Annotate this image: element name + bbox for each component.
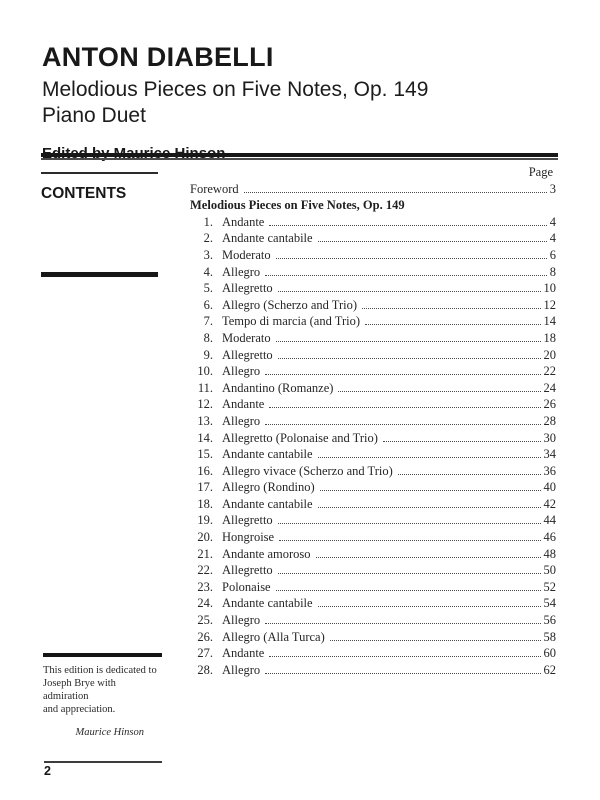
- toc-entry-row: [190, 430, 556, 447]
- dot-leader: [279, 540, 540, 541]
- toc-entry-row: [190, 645, 556, 662]
- entry-page: 28: [543, 413, 556, 428]
- page-column-label: Page: [528, 165, 553, 179]
- entry-number: 15.: [197, 447, 213, 462]
- entry-title: Andante amoroso: [222, 546, 311, 561]
- entry-page: 34: [543, 447, 556, 462]
- toc-entry-row: [190, 247, 556, 264]
- entry-title: Andante: [222, 646, 265, 661]
- toc-entry-row: [190, 662, 556, 679]
- entry-page: 10: [543, 281, 556, 296]
- contents-heading: CONTENTS: [41, 185, 127, 202]
- header-rule: [41, 153, 558, 160]
- entry-number: 11.: [197, 380, 213, 395]
- entry-title: Andante: [222, 397, 265, 412]
- toc-entry-row: [190, 264, 556, 281]
- dot-leader: [278, 358, 541, 359]
- dedication-line: Joseph Brye with admiration: [43, 678, 116, 702]
- dot-leader: [265, 275, 547, 276]
- entry-number: 28.: [197, 662, 213, 677]
- entry-number: 26.: [197, 629, 213, 644]
- entry-title: Moderato: [222, 247, 271, 262]
- entry-number: 4.: [203, 264, 213, 279]
- dot-leader: [318, 606, 541, 607]
- dot-leader: [318, 507, 541, 508]
- entry-number: 7.: [203, 314, 213, 329]
- toc-entry-row: [190, 297, 556, 314]
- entry-number: 9.: [203, 347, 213, 362]
- dot-leader: [276, 590, 541, 591]
- entry-title: Allegro: [222, 364, 261, 379]
- entry-number: 6.: [203, 297, 213, 312]
- toc-entry-row: [190, 347, 556, 364]
- dedication-rule: [43, 653, 162, 657]
- toc-entry-row: [190, 595, 556, 612]
- entry-page: 62: [543, 662, 556, 677]
- entry-page: 4: [549, 231, 556, 246]
- entry-number: 22.: [197, 563, 213, 578]
- entry-title: Moderato: [222, 330, 271, 345]
- dot-leader: [330, 640, 541, 641]
- toc-section-heading: Melodious Pieces on Five Notes, Op. 149: [190, 198, 405, 213]
- dot-leader: [276, 258, 547, 259]
- page-number: 2: [44, 764, 51, 778]
- entry-number: 25.: [197, 613, 213, 628]
- entry-page: 4: [549, 214, 556, 229]
- table-of-contents: [190, 164, 556, 678]
- header-rule-thick: [41, 153, 558, 157]
- entry-page: 18: [543, 330, 556, 345]
- toc-entry-row: [190, 496, 556, 513]
- entry-number: 27.: [197, 646, 213, 661]
- dot-leader: [278, 523, 541, 524]
- entry-page: 48: [543, 546, 556, 561]
- toc-entry-row: [190, 612, 556, 629]
- entry-title: Allegro: [222, 264, 261, 279]
- entry-number: 5.: [203, 281, 213, 296]
- contents-top-rule: [41, 172, 158, 174]
- toc-entry-row: [190, 330, 556, 347]
- entry-title: Allegretto (Polonaise and Trio): [222, 430, 378, 445]
- toc-entry-row: [190, 579, 556, 596]
- entry-title: Allegretto: [222, 347, 273, 362]
- toc-entry-row: [190, 380, 556, 397]
- dot-leader: [269, 407, 540, 408]
- entry-page: 44: [543, 513, 556, 528]
- entry-page: 22: [543, 364, 556, 379]
- entry-number: 10.: [197, 364, 213, 379]
- entry-title: Andante cantabile: [222, 447, 313, 462]
- entry-title: Allegro: [222, 662, 261, 677]
- dot-leader: [278, 573, 541, 574]
- entry-title: Allegretto: [222, 281, 273, 296]
- dot-leader: [244, 192, 547, 193]
- entry-title: Andantino (Romanze): [222, 380, 334, 395]
- entry-page: 56: [543, 613, 556, 628]
- contents-bottom-rule: [41, 272, 158, 277]
- work-subtitle: Piano Duet: [42, 103, 146, 127]
- entry-number: 16.: [197, 463, 213, 478]
- entry-page: 3: [549, 181, 556, 196]
- dedication-note: [43, 653, 162, 739]
- author-name: ANTON DIABELLI: [42, 42, 274, 72]
- dot-leader: [320, 490, 541, 491]
- entry-title: Tempo di marcia (and Trio): [222, 314, 360, 329]
- entry-number: 24.: [197, 596, 213, 611]
- entry-title: Allegro (Scherzo and Trio): [222, 297, 358, 312]
- entry-title: Andante cantabile: [222, 231, 313, 246]
- title-block: [42, 42, 428, 163]
- entry-title: Polonaise: [222, 579, 271, 594]
- dot-leader: [278, 291, 541, 292]
- dot-leader: [318, 241, 547, 242]
- dot-leader: [362, 308, 540, 309]
- entry-title: Allegro (Rondino): [222, 480, 315, 495]
- entry-page: 58: [543, 629, 556, 644]
- toc-entry-row: [190, 529, 556, 546]
- dot-leader: [398, 474, 541, 475]
- entry-number: 18.: [197, 496, 213, 511]
- entry-title: Allegro: [222, 613, 261, 628]
- entry-title: Andante cantabile: [222, 496, 313, 511]
- entry-title: Andante cantabile: [222, 596, 313, 611]
- toc-entry-row: [190, 413, 556, 430]
- toc-entry-row: [190, 363, 556, 380]
- entry-page: 60: [543, 646, 556, 661]
- dot-leader: [269, 225, 546, 226]
- toc-entry-row: [190, 396, 556, 413]
- entry-page: 8: [549, 264, 556, 279]
- dot-leader: [265, 374, 540, 375]
- dot-leader: [383, 441, 541, 442]
- entry-page: 46: [543, 530, 556, 545]
- dedication-signature: Maurice Hinson: [75, 727, 144, 738]
- entry-number: 1.: [203, 214, 213, 229]
- entry-title: Allegretto: [222, 513, 273, 528]
- dot-leader: [338, 391, 540, 392]
- entry-page: 30: [543, 430, 556, 445]
- toc-entry-row: [190, 629, 556, 646]
- entry-title: Andante: [222, 214, 265, 229]
- dedication-line: This edition is dedicated to: [43, 665, 157, 676]
- dot-leader: [265, 424, 540, 425]
- entry-title: Allegro: [222, 413, 261, 428]
- entry-number: 21.: [197, 546, 213, 561]
- dedication-line: and appreciation.: [43, 704, 116, 715]
- dot-leader: [365, 324, 541, 325]
- entry-page: 26: [543, 397, 556, 412]
- entry-number: 14.: [197, 430, 213, 445]
- header-rule-thin: [41, 158, 558, 160]
- work-title: Melodious Pieces on Five Notes, Op. 149: [42, 78, 429, 102]
- dot-leader: [276, 341, 541, 342]
- entry-number: 23.: [197, 579, 213, 594]
- entry-page: 36: [543, 463, 556, 478]
- entry-page: 14: [543, 314, 556, 329]
- dot-leader: [316, 557, 541, 558]
- entry-number: 8.: [203, 330, 213, 345]
- entry-page: 52: [543, 579, 556, 594]
- toc-entry-row: [190, 562, 556, 579]
- entry-title: Allegro (Alla Turca): [222, 629, 325, 644]
- entry-page: 6: [549, 247, 556, 262]
- toc-entry-row: [190, 313, 556, 330]
- dot-leader: [269, 656, 540, 657]
- toc-entry-row: [190, 479, 556, 496]
- entry-title: Foreword: [190, 181, 239, 196]
- entry-title: Allegro vivace (Scherzo and Trio): [222, 463, 393, 478]
- toc-entry-row: [190, 214, 556, 231]
- entry-page: 42: [543, 496, 556, 511]
- toc-foreword-row: [190, 181, 556, 198]
- toc-entry-row: [190, 463, 556, 480]
- entry-page: 20: [543, 347, 556, 362]
- dot-leader: [318, 457, 541, 458]
- entry-page: 24: [543, 380, 556, 395]
- toc-entry-row: [190, 446, 556, 463]
- entry-number: 13.: [197, 413, 213, 428]
- entry-number: 17.: [197, 480, 213, 495]
- toc-entry-row: [190, 280, 556, 297]
- entry-page: 12: [543, 297, 556, 312]
- entry-page: 50: [543, 563, 556, 578]
- entry-title: Allegretto: [222, 563, 273, 578]
- toc-entries: [190, 214, 556, 679]
- toc-entry-row: [190, 546, 556, 563]
- entry-page: 40: [543, 480, 556, 495]
- entry-number: 12.: [197, 397, 213, 412]
- toc-entry-row: [190, 512, 556, 529]
- entry-number: 3.: [203, 247, 213, 262]
- toc-entry-row: [190, 230, 556, 247]
- entry-title: Hongroise: [222, 530, 275, 545]
- entry-number: 20.: [197, 530, 213, 545]
- dot-leader: [265, 673, 540, 674]
- entry-page: 54: [543, 596, 556, 611]
- footer-rule: [44, 761, 162, 763]
- entry-number: 2.: [203, 231, 213, 246]
- dot-leader: [265, 623, 540, 624]
- entry-number: 19.: [197, 513, 213, 528]
